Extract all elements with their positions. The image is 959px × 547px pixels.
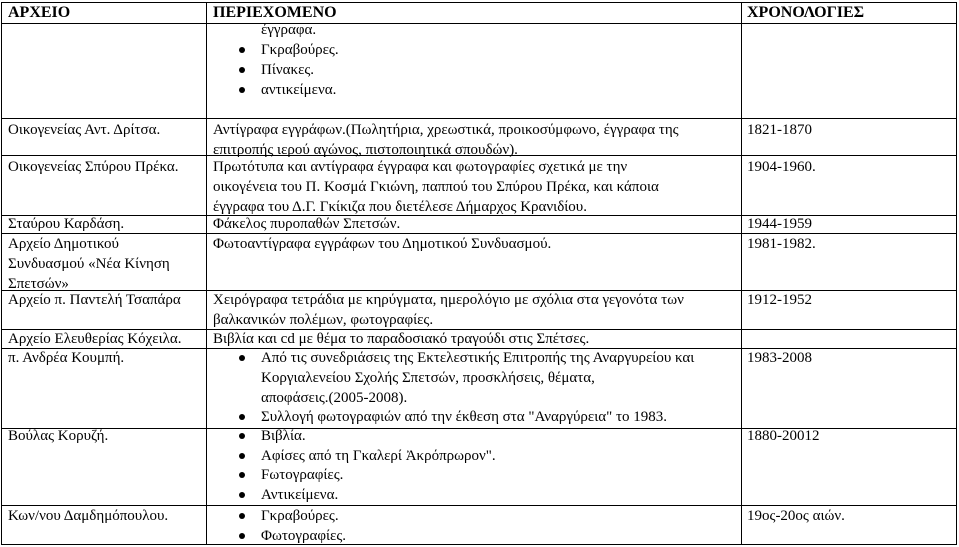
archive-name: Αρχείο Δημοτικού Συνδυασμού «Νέα Κίνηση Σπετσών» <box>8 236 170 292</box>
bullet-icon <box>239 87 245 93</box>
bullet-icon <box>239 492 245 498</box>
archive-name: Αρχείο π. Παντελή Τσαπάρα <box>8 292 181 308</box>
list-item: Αντικείμενα. <box>261 485 338 505</box>
list-item: Fωτογραφίες. <box>261 465 343 485</box>
archive-dates: 1880-20012 <box>747 428 820 444</box>
list-item: Συλλογή φωτογραφιών από την έκθεση στα "Αναργύρεια" το 1983. <box>261 407 667 427</box>
archive-dates: 1944-1959 <box>747 216 812 232</box>
bullet-icon <box>239 472 245 478</box>
archive-name: π. Ανδρέα Κουμπή. <box>8 350 125 366</box>
list-item <box>261 40 339 60</box>
bullet-icon <box>239 414 245 420</box>
archive-name: Σταύρου Καρδάση. <box>8 216 125 232</box>
archive-content: Πρωτότυπα και αντίγραφα έγγραφα και φωτογραφίες σχετικά με την οικογένεια του Π. Κοσμά Γκιώνη, παππού του Σπύρου Πρέκα, και κάποια έγγραφα του Δ.Γ. Γκίκιζα που διετέλεσε Δήμαρχος Κρανιδίου. <box>213 159 659 215</box>
list-item: Από τις συνεδριάσεις της Εκτελεστικής Επιτροπής της Αναργυρείου και Κοργιαλενείου Σχολής Σπετσών, προσκλήσεις, θέματα, αποφάσεις.(2005-2008). <box>261 348 694 408</box>
rule-row-1 <box>1 118 956 119</box>
archive-name: Αρχείο Ελευθερίας Κόχειλα. <box>8 331 182 347</box>
bullet-icon <box>239 433 245 439</box>
bullet-icon <box>239 513 245 519</box>
archive-content: Βιβλία και cd με θέμα το παραδοσιακό τραγούδι στις Σπέτσες. <box>213 331 590 347</box>
archive-content: Φάκελος πυροπαθών Σπετσών. <box>213 216 401 232</box>
archive-content: Χειρόγραφα τετράδια με κηρύγματα, ημερολόγιο με σχόλια στα γεγονότα των βαλκανικών πολέμων, φωτογραφίες. <box>213 292 684 328</box>
rule-right <box>956 2 957 545</box>
bullet-icon <box>239 533 245 539</box>
header-archive: ΑΡΧΕΙΟ <box>8 4 71 21</box>
list-item: Φωτογραφίες. <box>261 526 346 546</box>
rule-left <box>1 2 2 545</box>
archive-content: Αντίγραφα εγγράφων.(Πωλητήρια, χρεωστικά, προικοσύμφωνο, έγγραφα της επιτροπής ιερού αγώνος, πιστοποιητικά σπουδών). <box>213 122 679 158</box>
list-item <box>261 20 316 40</box>
archive-name: Κων/νου Δαμδημόπουλου. <box>8 508 169 524</box>
header-content: ΠΕΡΙΕΧΟΜΕΝΟ <box>213 4 337 21</box>
list-item: Βιβλία. <box>261 426 306 446</box>
list-item-text: Πίνακες. <box>261 62 315 78</box>
archive-name: Βούλας Κορυζή. <box>8 428 109 444</box>
archive-dates: 1821-1870 <box>747 122 812 138</box>
list-item <box>261 60 314 80</box>
archive-content: Φωτοαντίγραφα εγγράφων του Δημοτικού Συνδυασμού. <box>213 236 552 252</box>
rule-header-bottom <box>1 23 956 24</box>
bullet-icon <box>239 47 245 53</box>
bullet-icon <box>239 67 245 73</box>
bullet-icon <box>239 453 245 459</box>
archive-dates: 1904-1960. <box>747 159 816 175</box>
archive-name: Οικογενείας Αντ. Δρίτσα. <box>8 122 161 138</box>
list-item-text: αντικείμενα. <box>261 82 337 98</box>
rule-col-1 <box>206 2 207 545</box>
list-item-text: Γκραβούρες. <box>261 42 339 58</box>
archive-dates: 1912-1952 <box>747 292 812 308</box>
archive-dates: 1981-1982. <box>747 236 816 252</box>
list-item: Αφίσες από τη Γκαλερί Ἀκρόπρωρον". <box>261 446 496 466</box>
list-item <box>261 80 336 100</box>
list-item: Γκραβούρες. <box>261 506 339 526</box>
archive-name: Οικογενείας Σπύρου Πρέκα. <box>8 159 179 175</box>
archive-dates: 19ος-20ος αιών. <box>747 508 845 524</box>
header-dates: ΧΡΟΝΟΛΟΓΙΕΣ <box>747 4 865 21</box>
bullet-icon <box>239 355 245 361</box>
archive-dates: 1983-2008 <box>747 350 812 366</box>
rule-table-bottom <box>1 544 956 545</box>
list-item-text: έγγραφα. <box>261 22 317 38</box>
rule-col-2 <box>741 2 742 545</box>
